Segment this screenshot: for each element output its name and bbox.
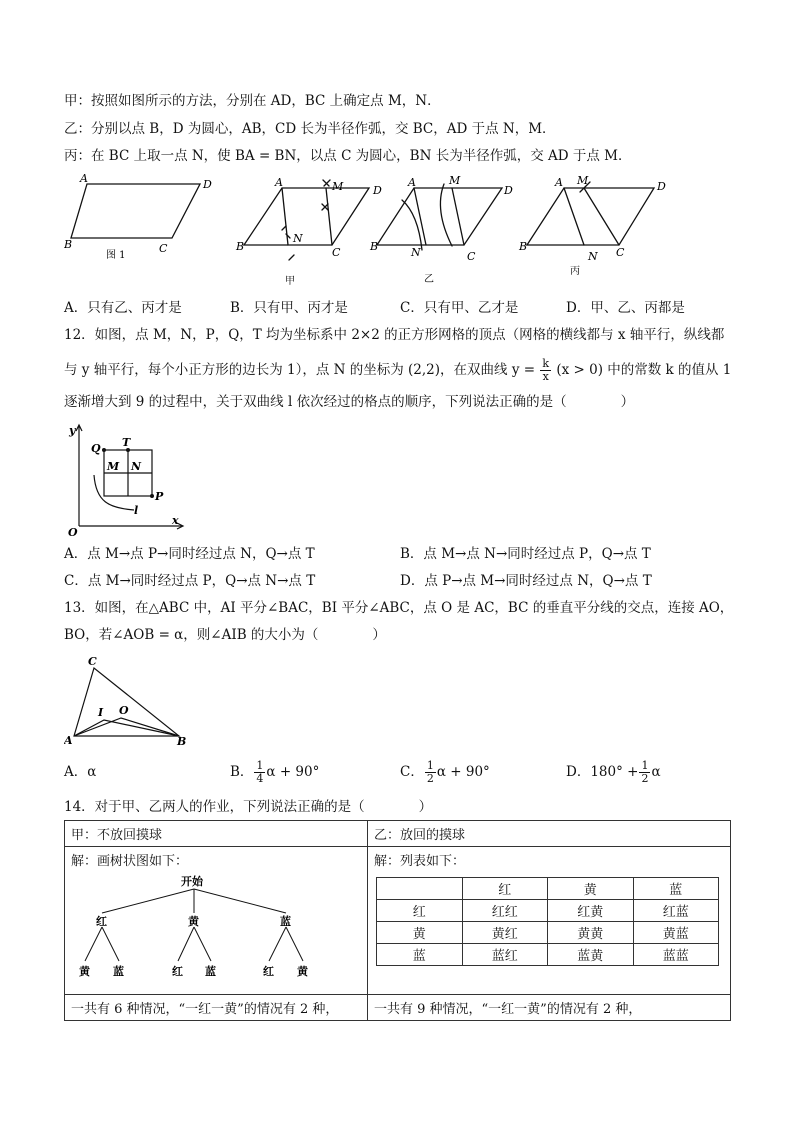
tree-l2-2: 蓝 (113, 965, 124, 978)
q14-yi-title: 乙：放回的摸球 (368, 821, 731, 847)
tree-l2-1: 黄 (79, 965, 90, 978)
q12-label-m: M (107, 460, 120, 473)
q14-table (64, 820, 731, 1021)
q11-figure-yi (377, 184, 502, 250)
jia-caption: 甲 (285, 276, 295, 287)
jia-label-n: N (293, 232, 303, 245)
q13-option-b: B． $\frac{1}{4}$ α + 90° (230, 759, 320, 785)
q12-frac-denominator: x (542, 370, 549, 383)
q12-option-d: D．点 P→点 M→同时经过点 N，Q→点 T (400, 573, 652, 589)
q12-stem-line1: 12．如图，点 M，N，P，Q，T 均为坐标系中 2×2 的正方形网格的顶点（网格的横线都与 x 轴平行，纵线都 (64, 327, 725, 343)
tree-l2-3: 红 (172, 965, 183, 978)
q12-stem-line3: 逐渐增大到 9 的过程中，关于双曲线 l 依次经过的格点的顺序，下列说法正确的是（ ） (64, 394, 635, 410)
jia-label-d: D (373, 184, 382, 197)
q13-label-a: A (64, 734, 73, 746)
q13-option-a: A．α (64, 764, 97, 780)
q13-label-i: I (98, 706, 104, 719)
q11-option-b: B．只有甲、丙才是 (230, 300, 348, 316)
table-row: 黄 黄红 黄黄 黄蓝 (377, 922, 719, 944)
table-row: 蓝 蓝红 蓝黄 蓝蓝 (377, 944, 719, 966)
q12-label-y: y (69, 424, 76, 437)
q11-bing-statement: 丙：在 BC 上取一点 N，使 BA = BN，以点 C 为圆心，BN 长为半径作弧，交 AD 于点 M． (64, 148, 632, 164)
q12-label-o: O (68, 526, 78, 538)
q14-yi-conclusion: 一共有 9 种情况，“一红一黄”的情况有 2 种， (368, 995, 731, 1021)
q11-option-a: A．只有乙、丙才是 (64, 300, 182, 316)
q11-figure-jia (244, 180, 369, 260)
q11-figures (64, 170, 674, 290)
q12-label-t: T (122, 436, 131, 449)
yi-caption: 乙 (424, 274, 434, 285)
q13-label-c: C (88, 655, 97, 668)
jia-label-m: M (332, 180, 344, 193)
tree-l1-3: 蓝 (280, 915, 291, 928)
q11-yi-statement: 乙：分别以点 B，D 为圆心，AB，CD 长为半径作弧，交 BC，AD 于点 N，M． (64, 121, 556, 137)
q12-option-a: A．点 M→点 P→同时经过点 N，Q→点 T (64, 546, 315, 562)
q13-option-d: D．180° + $\frac{1}{2}$ α (566, 759, 661, 785)
bing-label-d: D (657, 180, 666, 193)
q11-option-d: D．甲、乙、丙都是 (566, 300, 685, 316)
yi-label-a: A (408, 176, 416, 189)
bing-caption: 丙 (570, 266, 580, 277)
table-row: 红 黄 蓝 (377, 878, 719, 900)
fig1-label-a: A (80, 172, 88, 185)
tree-l2-6: 黄 (297, 965, 308, 978)
q12-stem-line2 (64, 358, 731, 383)
jia-label-a: A (275, 176, 283, 189)
q12-stem-line2b: (x > 0) 中的常数 k 的值从 1 (556, 362, 732, 378)
q14-yi-solution: 解：列表如下： (374, 854, 466, 869)
fig1-label-c: C (159, 242, 168, 255)
q13-label-o: O (119, 704, 129, 717)
table-row: 红 红红 红黄 红蓝 (377, 900, 719, 922)
q12-label-l: l (134, 504, 139, 517)
tree-l1-1: 红 (96, 915, 107, 928)
q13-stem-line1: 13．如图，在△ABC 中，AI 平分∠BAC，BI 平分∠ABC，点 O 是 AC，BC 的垂直平分线的交点，连接 AO， (64, 600, 734, 616)
q11-figure-bing (527, 182, 654, 245)
q14-jia-conclusion: 一共有 6 种情况，“一红一黄”的情况有 2 种， (65, 995, 368, 1021)
q13-figure (64, 652, 194, 746)
q12-frac-numerator: k (542, 357, 550, 370)
tree-root: 开始 (181, 875, 203, 888)
tree-l2-5: 红 (263, 965, 274, 978)
q11-figure-1 (71, 184, 200, 238)
q12-label-x: x (172, 514, 179, 527)
q14-jia-solution-cell (65, 847, 368, 995)
q11-option-c: C．只有甲、乙才是 (400, 300, 519, 316)
q12-figure (64, 420, 189, 538)
fig1-caption: 图 1 (106, 250, 126, 261)
fig1-label-b: B (64, 238, 73, 251)
q12-fraction-k-over-x (540, 358, 551, 383)
q13-label-b: B (177, 735, 187, 746)
yi-label-b: B (370, 240, 379, 253)
bing-label-a: A (555, 176, 563, 189)
q14-outcome-table (376, 877, 719, 966)
yi-label-n: N (411, 246, 421, 259)
bing-label-m: M (577, 174, 589, 187)
jia-label-b: B (236, 240, 245, 253)
tree-l1-2: 黄 (188, 915, 199, 928)
bing-label-b: B (519, 240, 528, 253)
q12-option-c: C．点 M→同时经过点 P，Q→点 N→点 T (64, 573, 316, 589)
yi-label-m: M (449, 174, 461, 187)
q12-option-b: B．点 M→点 N→同时经过点 P，Q→点 T (400, 546, 651, 562)
q13-stem-line2: BO，若∠AOB = α，则∠AIB 的大小为（ ） (64, 627, 386, 643)
bing-label-c: C (616, 246, 625, 259)
yi-label-c: C (467, 250, 476, 263)
q14-yi-solution-cell (368, 847, 731, 995)
q14-jia-title: 甲：不放回摸球 (65, 821, 368, 847)
q12-label-n: N (131, 460, 142, 473)
q14-stem: 14．对于甲、乙两人的作业，下列说法正确的是（ ） (64, 799, 433, 815)
fig1-label-d: D (203, 178, 212, 191)
q13-option-c: C． $\frac{1}{2}$ α + 90° (400, 759, 490, 785)
jia-label-c: C (332, 246, 341, 259)
q11-jia-statement: 甲：按照如图所示的方法，分别在 AD，BC 上确定点 M，N． (64, 93, 441, 109)
q12-label-p: P (155, 490, 164, 503)
tree-l2-4: 蓝 (205, 965, 216, 978)
q14-jia-solution: 解：画树状图如下： (71, 854, 189, 869)
q14-tree-diagram (71, 869, 351, 987)
q12-label-q: Q (91, 442, 101, 455)
bing-label-n: N (588, 250, 598, 263)
q12-stem-line2a: 与 y 轴平行，每个小正方形的边长为 1），点 N 的坐标为 (2,2)，在双曲线 y = (64, 362, 536, 378)
yi-label-d: D (504, 184, 513, 197)
